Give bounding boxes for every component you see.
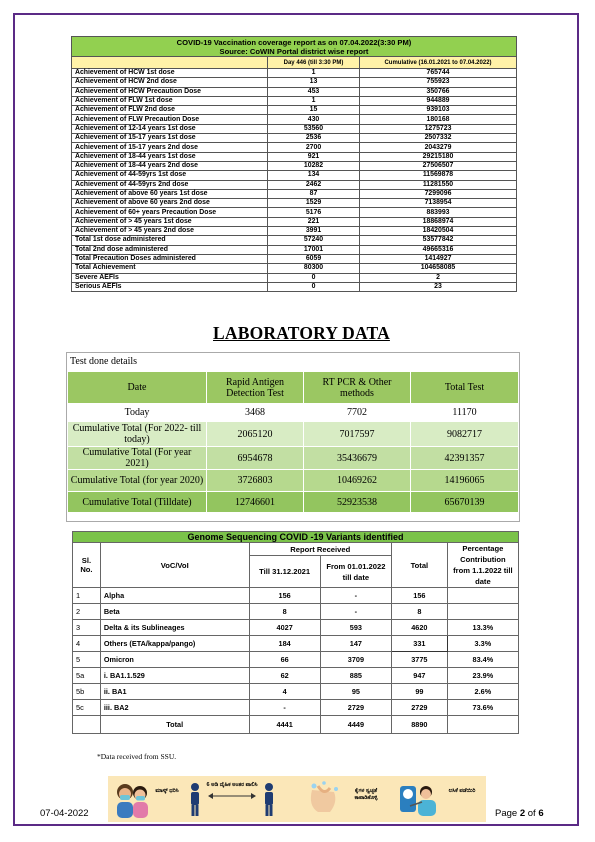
vaccination-row-cumulative: 27506507	[360, 161, 517, 170]
vaccination-row-cumulative: 11281550	[360, 180, 517, 189]
genome-row-variant: Alpha	[100, 588, 249, 604]
vaccination-row	[72, 236, 517, 245]
distance-text: 6 ಅಡಿ ದೈಹಿಕ ಅಂತರ ಪಾಲಿಸಿ	[206, 782, 258, 788]
genome-row	[73, 636, 519, 652]
vaccination-row	[72, 143, 517, 152]
vaccination-row	[72, 87, 517, 96]
lab-row-rtpcr: 7702	[304, 404, 411, 422]
vaccination-table-body	[72, 69, 517, 292]
page-current: 2	[519, 808, 526, 819]
vaccination-row-cumulative: 765744	[360, 69, 517, 78]
genome-row-from: 885	[320, 668, 391, 684]
genome-row	[73, 700, 519, 716]
laboratory-row	[68, 447, 519, 470]
lab-header-rat: Rapid Antigen Detection Test	[207, 372, 304, 404]
genome-table-body	[73, 588, 519, 716]
genome-row-sl: 3	[73, 620, 101, 636]
vaccination-row-day: 17001	[268, 245, 360, 254]
person-icon	[186, 780, 204, 818]
vaccination-row-day: 2700	[268, 143, 360, 152]
vaccination-row-label: Achievement of HCW 1st dose	[72, 69, 268, 78]
page-of: of	[525, 808, 539, 819]
genome-row-till: 184	[249, 636, 320, 652]
vaccination-table	[71, 36, 517, 292]
vaccination-row-cumulative: 11569878	[360, 171, 517, 180]
genome-row-total: 2729	[392, 700, 448, 716]
vaccination-row-label: Achievement of above 60 years 1st dose	[72, 189, 268, 198]
genome-total-total: 8890	[392, 716, 448, 734]
genome-row-from: -	[320, 588, 391, 604]
vaccination-row-cumulative: 104658085	[360, 264, 517, 273]
vaccination-row-day: 10282	[268, 161, 360, 170]
vaccination-row-label: Severe AEFIs	[72, 273, 268, 282]
vaccination-row-cumulative: 180168	[360, 115, 517, 124]
vaccination-row-day: 15	[268, 106, 360, 115]
vaccination-row-cumulative: 755923	[360, 78, 517, 87]
vaccination-row-cumulative: 18420504	[360, 227, 517, 236]
lab-row-total: 9082717	[411, 422, 519, 447]
laboratory-row	[68, 470, 519, 492]
vaccination-header-label	[72, 57, 268, 69]
masked-people-icon	[112, 780, 152, 818]
vaccination-row-day: 430	[268, 115, 360, 124]
vaccination-row-day: 6059	[268, 254, 360, 263]
vaccination-row-day: 921	[268, 152, 360, 161]
vaccination-row	[72, 245, 517, 254]
lab-header-date: Date	[68, 372, 207, 404]
vaccination-row-label: Total 2nd dose administered	[72, 245, 268, 254]
vaccination-row	[72, 69, 517, 78]
vaccination-row-label: Achievement of 18-44 years 1st dose	[72, 152, 268, 161]
genome-title: Genome Sequencing COVID -19 Variants identified	[73, 532, 519, 543]
vaccination-row	[72, 115, 517, 124]
vaccination-row-day: 53560	[268, 124, 360, 133]
lab-row-rat: 2065120	[207, 422, 304, 447]
lab-row-rat: 3726803	[207, 470, 304, 492]
genome-row	[73, 588, 519, 604]
vaccination-row-cumulative: 944889	[360, 96, 517, 105]
genome-row-total: 156	[392, 588, 448, 604]
lab-row-label: Cumulative Total (For year 2021)	[68, 447, 207, 470]
genome-header-voc: VoC/VoI	[100, 543, 249, 588]
lab-row-rat: 6954678	[207, 447, 304, 470]
vaccination-row	[72, 254, 517, 263]
laboratory-row	[68, 422, 519, 447]
genome-row-variant: Delta & its Sublineages	[100, 620, 249, 636]
lab-header-rtpcr: RT PCR & Other methods	[304, 372, 411, 404]
hand-wash-icon	[304, 780, 344, 818]
vaccination-row-label: Achievement of 44-59yrs 2nd dose	[72, 180, 268, 189]
vaccination-row-cumulative: 2507332	[360, 134, 517, 143]
genome-row-total: 8	[392, 604, 448, 620]
vaccination-row-day: 1529	[268, 199, 360, 208]
vaccination-row-day: 1	[268, 96, 360, 105]
vaccination-row-label: Achievement of FLW Precaution Dose	[72, 115, 268, 124]
vaccine-text: ಲಸಿಕೆ ಪಡೆಯಿರಿ	[448, 788, 476, 794]
vaccination-row-label: Achievement of 18-44 years 2nd dose	[72, 161, 268, 170]
genome-header-row-1	[73, 543, 519, 556]
genome-row-till: -	[249, 700, 320, 716]
vaccination-row-label: Total Achievement	[72, 264, 268, 273]
genome-row-percentage: 83.4%	[447, 652, 518, 668]
laboratory-caption: Test done details	[70, 356, 138, 367]
genome-row-from: 95	[320, 684, 391, 700]
vaccination-row-cumulative: 29215180	[360, 152, 517, 161]
genome-row-variant: iii. BA2	[100, 700, 249, 716]
genome-total-from: 4449	[320, 716, 391, 734]
vaccination-title	[72, 37, 517, 57]
vaccination-row-day: 2536	[268, 134, 360, 143]
vaccination-row-cumulative: 7299096	[360, 189, 517, 198]
vaccination-row-label: Achievement of 44-59yrs 1st dose	[72, 171, 268, 180]
vaccination-row	[72, 189, 517, 198]
genome-row	[73, 652, 519, 668]
laboratory-row	[68, 492, 519, 513]
genome-row-sl: 1	[73, 588, 101, 604]
vaccination-row-label: Achievement of HCW 2nd dose	[72, 78, 268, 87]
vaccination-row-label: Achievement of 15-17 years 2nd dose	[72, 143, 268, 152]
lab-row-total: 65670139	[411, 492, 519, 513]
vaccination-row-label: Total Precaution Doses administered	[72, 254, 268, 263]
genome-row-sl: 2	[73, 604, 101, 620]
vaccination-header-row	[72, 57, 517, 69]
laboratory-header-row	[68, 372, 519, 404]
genome-row-total: 331	[392, 636, 448, 652]
vaccination-row-cumulative: 7138954	[360, 199, 517, 208]
genome-row-from: 147	[320, 636, 391, 652]
lab-row-total: 42391357	[411, 447, 519, 470]
genome-row-till: 62	[249, 668, 320, 684]
mask-text: ಮಾಸ್ಕ್ ಧರಿಸಿ	[155, 788, 179, 794]
vaccination-row	[72, 96, 517, 105]
vaccination-row-cumulative: 2043279	[360, 143, 517, 152]
genome-total-row	[73, 716, 519, 734]
genome-row-sl: 5b	[73, 684, 101, 700]
vaccination-icon	[396, 780, 440, 818]
genome-row-variant: i. BA1.1.529	[100, 668, 249, 684]
vaccination-title-row	[72, 37, 517, 57]
genome-row-till: 156	[249, 588, 320, 604]
lab-row-rat: 12746601	[207, 492, 304, 513]
genome-header-sl: Sl. No.	[73, 543, 101, 588]
genome-row-sl: 5c	[73, 700, 101, 716]
genome-total-label: Total	[100, 716, 249, 734]
genome-title-row	[73, 532, 519, 543]
vaccination-header-day: Day 446 (till 3:30 PM)	[268, 57, 360, 69]
vaccination-row-label: Achievement of HCW Precaution Dose	[72, 87, 268, 96]
vaccination-row-cumulative: 939103	[360, 106, 517, 115]
lab-row-rat: 3468	[207, 404, 304, 422]
lab-header-total: Total Test	[411, 372, 519, 404]
genome-row-till: 66	[249, 652, 320, 668]
genome-row-variant: ii. BA1	[100, 684, 249, 700]
vaccination-row	[72, 78, 517, 87]
lab-row-label: Cumulative Total (for year 2020)	[68, 470, 207, 492]
genome-header-report: Report Received	[249, 543, 391, 556]
genome-row-total: 3775	[392, 652, 448, 668]
genome-header-total: Total	[392, 543, 448, 588]
vaccination-row	[72, 264, 517, 273]
genome-row-total: 4620	[392, 620, 448, 636]
vaccination-row-cumulative: 53577842	[360, 236, 517, 245]
genome-row-till: 4027	[249, 620, 320, 636]
vaccination-row-day: 453	[268, 87, 360, 96]
genome-row-percentage: 73.6%	[447, 700, 518, 716]
genome-row-percentage: 23.9%	[447, 668, 518, 684]
vaccination-header-cumulative: Cumulative (16.01.2021 to 07.04.2022)	[360, 57, 517, 69]
genome-row-sl: 4	[73, 636, 101, 652]
vaccination-row-label: Serious AEFIs	[72, 282, 268, 291]
person-icon-2	[260, 780, 278, 818]
lab-row-total: 14196065	[411, 470, 519, 492]
vaccination-row-label: Achievement of FLW 2nd dose	[72, 106, 268, 115]
genome-row	[73, 684, 519, 700]
vaccination-row-day: 5176	[268, 208, 360, 217]
vaccination-row-day: 0	[268, 273, 360, 282]
vaccination-row-label: Total 1st dose administered	[72, 236, 268, 245]
vaccination-row	[72, 199, 517, 208]
genome-table	[72, 531, 519, 734]
genome-row	[73, 604, 519, 620]
genome-row-variant: Others (ETA/kappa/pango)	[100, 636, 249, 652]
page-prefix: Page	[495, 808, 520, 819]
vaccination-row-label: Achievement of 15-17 years 1st dose	[72, 134, 268, 143]
vaccination-row	[72, 106, 517, 115]
lab-row-rtpcr: 7017597	[304, 422, 411, 447]
vaccination-row	[72, 134, 517, 143]
vaccination-row-day: 87	[268, 189, 360, 198]
vaccination-source-line: Source: CoWIN Portal district wise report	[219, 46, 369, 56]
vaccination-row-cumulative: 1414927	[360, 254, 517, 263]
genome-total-pct	[447, 716, 518, 734]
genome-row-variant: Omicron	[100, 652, 249, 668]
vaccination-row	[72, 208, 517, 217]
vaccination-row-cumulative: 18868974	[360, 217, 517, 226]
vaccination-row-day: 221	[268, 217, 360, 226]
hand-hygiene-text: ಕೈಗಳ ಸ್ವಚ್ಛತೆ ಕಾಪಾಡಿಕೊಳ್ಳಿ	[354, 788, 378, 801]
lab-row-label: Today	[68, 404, 207, 422]
vaccination-row-label: Achievement of above 60 years 2nd dose	[72, 199, 268, 208]
genome-row-from: -	[320, 604, 391, 620]
vaccination-row	[72, 180, 517, 189]
genome-row-total: 99	[392, 684, 448, 700]
footer-date: 07-04-2022	[40, 808, 89, 819]
genome-row-percentage	[447, 604, 518, 620]
vaccination-row-day: 1	[268, 69, 360, 78]
vaccination-row-label: Achievement of FLW 1st dose	[72, 96, 268, 105]
genome-row-percentage: 13.3%	[447, 620, 518, 636]
vaccination-row-label: Achievement of 12-14 years 1st dose	[72, 124, 268, 133]
vaccination-row-label: Achievement of > 45 years 1st dose	[72, 217, 268, 226]
laboratory-row	[68, 404, 519, 422]
vaccination-row	[72, 227, 517, 236]
genome-row-till: 4	[249, 684, 320, 700]
laboratory-table-body	[68, 404, 519, 513]
vaccination-row-day: 3991	[268, 227, 360, 236]
vaccination-row-cumulative: 23	[360, 282, 517, 291]
genome-row-percentage	[447, 588, 518, 604]
genome-header-percentage: Percentage Contribution from 1.1.2022 till date	[447, 543, 518, 588]
lab-row-total: 11170	[411, 404, 519, 422]
vaccination-row	[72, 282, 517, 291]
genome-row-from: 2729	[320, 700, 391, 716]
vaccination-row-cumulative: 49665316	[360, 245, 517, 254]
vaccination-row	[72, 171, 517, 180]
vaccination-row-day: 134	[268, 171, 360, 180]
genome-header-till: Till 31.12.2021	[249, 556, 320, 588]
vaccination-row-label: Achievement of > 45 years 2nd dose	[72, 227, 268, 236]
genome-row-variant: Beta	[100, 604, 249, 620]
lab-row-label: Cumulative Total (For 2022- till today)	[68, 422, 207, 447]
vaccination-row-day: 13	[268, 78, 360, 87]
page-number	[495, 808, 544, 819]
laboratory-table	[67, 371, 519, 513]
lab-row-rtpcr: 10469262	[304, 470, 411, 492]
vaccination-row-label: Achievement of 60+ years Precaution Dose	[72, 208, 268, 217]
genome-total-till: 4441	[249, 716, 320, 734]
lab-row-rtpcr: 52923538	[304, 492, 411, 513]
vaccination-row-day: 2462	[268, 180, 360, 189]
genome-row-till: 8	[249, 604, 320, 620]
genome-row	[73, 620, 519, 636]
health-advisory-banner	[108, 776, 486, 822]
vaccination-row-cumulative: 1275723	[360, 124, 517, 133]
genome-row	[73, 668, 519, 684]
genome-header-from: From 01.01.2022 till date	[320, 556, 391, 588]
page-total: 6	[538, 808, 544, 819]
vaccination-title-line1: COVID-19 Vaccination coverage report as on 07.04.2022(3:30 PM)	[176, 37, 412, 47]
vaccination-row-cumulative: 2	[360, 273, 517, 282]
vaccination-row-day: 0	[268, 282, 360, 291]
distance-arrow-icon	[208, 792, 256, 800]
genome-row-sl: 5	[73, 652, 101, 668]
vaccination-row	[72, 161, 517, 170]
genome-row-from: 3709	[320, 652, 391, 668]
vaccination-row-day: 57240	[268, 236, 360, 245]
genome-row-from: 593	[320, 620, 391, 636]
vaccination-row	[72, 124, 517, 133]
genome-row-percentage: 2.6%	[447, 684, 518, 700]
genome-row-sl: 5a	[73, 668, 101, 684]
lab-row-label: Cumulative Total (Tilldate)	[68, 492, 207, 513]
vaccination-row-cumulative: 883993	[360, 208, 517, 217]
vaccination-row	[72, 273, 517, 282]
lab-row-rtpcr: 35436679	[304, 447, 411, 470]
footnote: *Data received from SSU.	[97, 752, 177, 761]
genome-row-total: 947	[392, 668, 448, 684]
vaccination-row	[72, 152, 517, 161]
vaccination-row-day: 80300	[268, 264, 360, 273]
laboratory-heading: LABORATORY DATA	[213, 323, 390, 343]
genome-row-percentage: 3.3%	[447, 636, 518, 652]
vaccination-row	[72, 217, 517, 226]
genome-total-sl	[73, 716, 101, 734]
vaccination-row-cumulative: 350766	[360, 87, 517, 96]
